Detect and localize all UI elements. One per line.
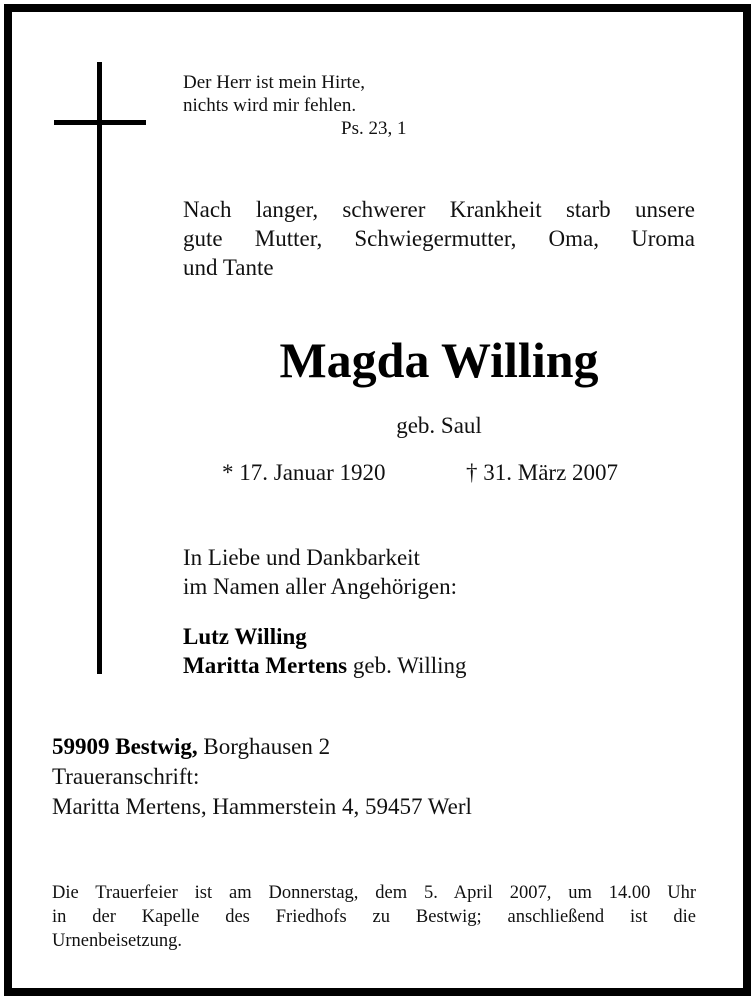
mourners-intro-line-2: im Namen aller Angehörigen: bbox=[183, 574, 458, 599]
mourner-item bbox=[183, 651, 467, 680]
mourners-list bbox=[183, 622, 467, 680]
mourner-name: Lutz Willing bbox=[183, 624, 307, 649]
announcement-line-1: Nach langer, schwerer Krankheit starb unsere bbox=[183, 197, 695, 222]
verse-line-2: nichts wird mir fehlen. bbox=[183, 95, 357, 116]
mourner-name: Maritta Mertens bbox=[183, 653, 348, 678]
residence-street: Borghausen 2 bbox=[203, 734, 331, 759]
verse-line-1: Der Herr ist mein Hirte, bbox=[183, 72, 366, 93]
residence-city: 59909 Bestwig, bbox=[52, 734, 198, 759]
address-block bbox=[52, 732, 472, 822]
life-dates bbox=[222, 459, 619, 487]
mourners-intro-line-1: In Liebe und Dankbarkeit bbox=[183, 545, 420, 570]
cross-icon-horizontal bbox=[54, 120, 146, 125]
death-date: † 31. März 2007 bbox=[466, 460, 619, 485]
mourning-address-label: Traueranschrift: bbox=[52, 764, 200, 789]
cross-icon-vertical bbox=[97, 62, 102, 674]
mourner-item bbox=[183, 622, 467, 651]
funeral-line-2: in der Kapelle des Friedhofs zu Bestwig; anschließend ist die bbox=[52, 907, 696, 927]
deceased-name: Magda Willing bbox=[279, 332, 599, 388]
mourners-intro bbox=[183, 543, 457, 601]
mourner-birth-name: geb. Willing bbox=[352, 653, 467, 678]
obituary-frame bbox=[4, 4, 751, 996]
residence-line bbox=[52, 732, 472, 762]
deceased-birth-name: geb. Saul bbox=[396, 413, 482, 438]
death-announcement bbox=[183, 195, 695, 282]
funeral-line-3: Urnenbeisetzung. bbox=[52, 931, 182, 951]
announcement-line-3: und Tante bbox=[183, 255, 274, 280]
funeral-notice bbox=[52, 881, 696, 953]
verse-reference: Ps. 23, 1 bbox=[341, 118, 407, 139]
birth-date: * 17. Januar 1920 bbox=[222, 460, 386, 485]
announcement-line-2: gute Mutter, Schwiegermutter, Oma, Uroma bbox=[183, 226, 695, 251]
funeral-line-1: Die Trauerfeier ist am Donnerstag, dem 5. April 2007, um 14.00 Uhr bbox=[52, 883, 696, 903]
bible-verse bbox=[183, 71, 365, 117]
mourning-address: Maritta Mertens, Hammerstein 4, 59457 Werl bbox=[52, 794, 472, 819]
